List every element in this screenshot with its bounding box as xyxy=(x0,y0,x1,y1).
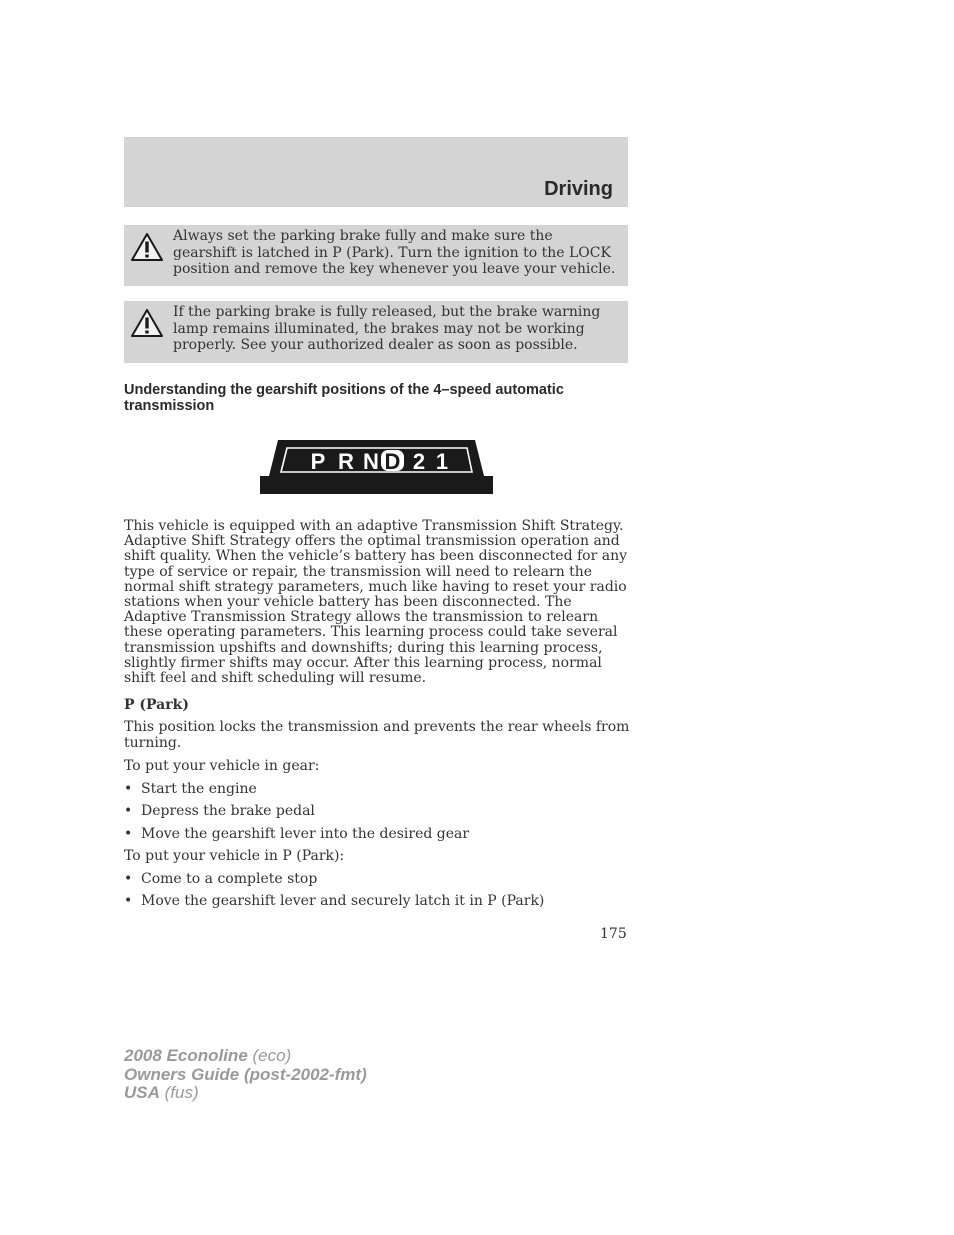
gear-letter-p: P xyxy=(310,449,326,474)
warning-text: Always set the parking brake fully and make sure the gearshift is latched in P (Park). Turn the ignition to the LOCK position and remove the key whenever you leave your vehicle. xyxy=(173,228,616,277)
page-number: 175 xyxy=(600,926,627,942)
list-item: • Depress the brake pedal xyxy=(124,803,315,819)
footer-guide: Owners Guide (post-2002-fmt) xyxy=(124,1064,367,1084)
park-heading: P (Park) xyxy=(124,697,189,713)
park-description-line-1: This position locks the transmission and prevents the rear wheels from xyxy=(124,719,630,735)
list-item: • Come to a complete stop xyxy=(124,871,318,887)
section-heading: Understanding the gearshift positions of the 4–speed automatic transmission xyxy=(124,382,564,414)
bullet-icon: • xyxy=(124,781,133,797)
footer-model: 2008 Econoline xyxy=(124,1046,248,1065)
footer-region-code: (fus) xyxy=(159,1083,199,1102)
section-title: Driving xyxy=(544,178,613,200)
bullet-icon: • xyxy=(124,893,133,909)
gear-letter-d: D xyxy=(384,449,401,474)
gear-letter-1: 1 xyxy=(435,449,449,474)
gear-letter-r: R xyxy=(338,449,354,474)
gear-letter-2: 2 xyxy=(412,449,426,474)
warning-text: If the parking brake is fully released, but the brake warning lamp remains illuminated, the brakes may not be working properly. See your authorized dealer as soon as possible. xyxy=(173,304,601,353)
gear-letter-n: N xyxy=(363,449,379,474)
list-item: • Move the gearshift lever and securely latch it in P (Park) xyxy=(124,893,545,909)
gear-intro: To put your vehicle in gear: xyxy=(124,758,320,774)
section-header-bar xyxy=(124,137,628,207)
warning-triangle-icon xyxy=(130,307,164,339)
bullet-icon: • xyxy=(124,826,133,842)
warning-triangle-icon xyxy=(130,231,164,263)
park-description-line-2: turning. xyxy=(124,735,182,751)
list-item: • Move the gearshift lever into the desired gear xyxy=(124,826,470,842)
footer-model-code: (eco) xyxy=(247,1046,292,1065)
adaptive-strategy-paragraph: This vehicle is equipped with an adaptive Transmission Shift Strategy. Adaptive Shift Strategy offers the optimal transmission operation and shift quality. When the vehicle’s battery has been disconnected for any type of service or repair, the transmission will need to relearn the normal shift strategy parameters, much like having to reset your radio stations when your vehicle battery has been disconnected. The Adaptive Transmission Strategy allows the transmission to relearn these operating parameters. This learning process could take several transmission upshifts and downshifts; during this learning process, slightly firmer shifts may occur. After this learning process, normal shift feel and shift scheduling will resume. xyxy=(124,518,628,687)
warning-box-brake-lamp xyxy=(124,301,628,363)
bullet-icon: • xyxy=(124,803,133,819)
gearshift-position-indicator xyxy=(258,440,495,495)
list-item: • Start the engine xyxy=(124,781,257,797)
bullet-icon: • xyxy=(124,871,133,887)
document-footer xyxy=(124,1047,367,1103)
park-intro: To put your vehicle in P (Park): xyxy=(124,848,345,864)
footer-region: USA xyxy=(124,1083,160,1102)
warning-box-parking-brake xyxy=(124,225,628,286)
